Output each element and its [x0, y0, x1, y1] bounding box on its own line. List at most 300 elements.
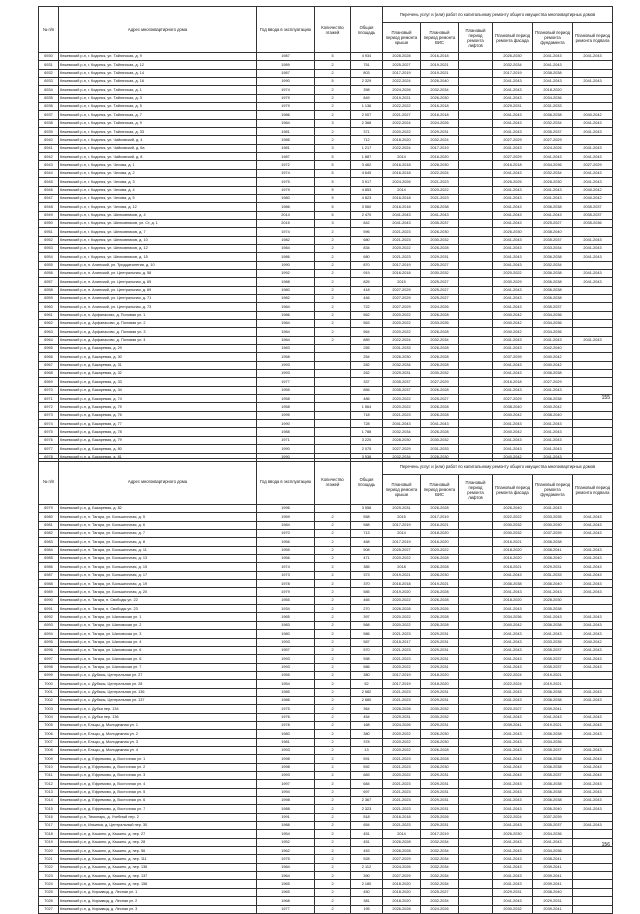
table-cell: 7009: [39, 755, 59, 763]
table-row: [39, 278, 613, 286]
table-cell: [459, 772, 493, 780]
table-cell: 2036-2038: [533, 203, 573, 211]
table-cell: 364: [351, 705, 383, 713]
table-cell: 2026-2040: [493, 505, 533, 513]
table-cell: 2036-2040: [533, 580, 573, 588]
table-cell: 2024-2026: [383, 86, 421, 94]
table-cell: 1981: [257, 144, 315, 152]
table-cell: 2041-2043: [573, 169, 613, 177]
table-cell: 2034-2036: [533, 847, 573, 855]
table-cell: 2016-2018: [493, 378, 533, 386]
table-cell: 2015-2017: [383, 638, 421, 646]
table-cell: 2035-2037: [533, 655, 573, 663]
col-header-vis: Плановый период ремонта ВИС: [421, 475, 459, 505]
table-cell: [573, 872, 613, 880]
table-cell: 2032-2034: [533, 119, 573, 127]
table-cell: 2036-2041: [533, 546, 573, 554]
table-cell: Кежемский р-н, г. Кодинск, ул. Чехова, д. 5: [59, 194, 257, 202]
table-cell: 2019-2021: [533, 671, 573, 679]
col-header-group: Перечень услуг и (или) работ по капитальному ремонту общего имущества многоквартирных домов: [383, 459, 613, 475]
table-cell: 1962: [257, 847, 315, 855]
table-cell: 2022-2024: [383, 78, 421, 86]
table-cell: 2016-2020: [421, 153, 459, 161]
table-cell: Кежемский р-н, д. Ефремово, д. Восточная ул. 4: [59, 780, 257, 788]
table-cell: 2041-2043: [573, 269, 613, 277]
table-cell: 2041-2043: [493, 286, 533, 294]
table-cell: 2041-2043: [573, 546, 613, 554]
table-cell: [459, 730, 493, 738]
table-cell: 2041-2043: [533, 713, 573, 721]
table-cell: 2036-2038: [493, 580, 533, 588]
table-cell: Кежемский р-н, г. Кодинск, ул. Тайгинская, д. 12: [59, 61, 257, 69]
table-row: [39, 186, 613, 194]
table-cell: 2041-2043: [573, 153, 613, 161]
table-row: [39, 311, 613, 319]
table-row: [39, 86, 613, 94]
table-cell: Кежемский р-н, д. Бакаревая, д. 78: [59, 428, 257, 436]
table-cell: 2041-2043: [493, 605, 533, 613]
table-cell: 1993: [257, 361, 315, 369]
table-cell: Кежемский р-н, п. Тагара, ул. Большеочная, д. 11: [59, 546, 257, 554]
table-cell: 2041-2043: [573, 53, 613, 61]
table-cell: [459, 111, 493, 119]
table-cell: 713: [351, 530, 383, 538]
table-cell: 2024-2026: [421, 905, 459, 913]
table-cell: [459, 705, 493, 713]
table-cell: 2026-2028: [421, 311, 459, 319]
table-cell: 1988: [257, 278, 315, 286]
table-cell: Кежемский р-н, с. Дубасы, Центральная ул. 27: [59, 671, 257, 679]
table-cell: 2020-2022: [383, 613, 421, 621]
table-cell: 2: [315, 797, 351, 805]
table-cell: 2041-2043: [493, 638, 533, 646]
table-row: [39, 788, 613, 796]
table-cell: 1987: [257, 153, 315, 161]
table-cell: 2041-2043: [493, 78, 533, 86]
table-cell: Кежемский р-н, Ельцы, д. Молодежная ул. 1: [59, 721, 257, 729]
table-cell: 2: [315, 788, 351, 796]
table-cell: [459, 721, 493, 729]
table-cell: [459, 605, 493, 613]
table-body: [39, 505, 613, 914]
table-cell: [459, 613, 493, 621]
table-cell: 6958: [39, 286, 59, 294]
table-cell: 834: [351, 244, 383, 252]
table-cell: 2015: [383, 513, 421, 521]
table-cell: Кежемский р-н, д. Кашино, д. Кашино, д. пер. 27: [59, 830, 257, 838]
table-cell: 2041-2043: [493, 696, 533, 704]
table-row: [39, 680, 613, 688]
table-cell: Кежемский р-н, Ельцы, д. Молодежная ул. 3: [59, 738, 257, 746]
table-cell: 1954: [257, 830, 315, 838]
table-cell: 680: [351, 253, 383, 261]
table-cell: [459, 855, 493, 863]
table-cell: [573, 905, 613, 913]
table-cell: 1955: [257, 596, 315, 604]
table-row: [39, 555, 613, 563]
table-cell: 1989: [257, 61, 315, 69]
table-cell: 1992: [257, 269, 315, 277]
table-cell: 2041-2043: [573, 128, 613, 136]
table-cell: [573, 261, 613, 269]
table-cell: 2016-2018: [493, 161, 533, 169]
table-cell: 2020-2022: [421, 546, 459, 554]
table-cell: 2041-2043: [573, 236, 613, 244]
table-cell: 3: [315, 144, 351, 152]
table-cell: [459, 303, 493, 311]
table-cell: 2040-2042: [493, 320, 533, 328]
table-cell: [459, 897, 493, 905]
table-cell: 2021-2023: [383, 228, 421, 236]
table-row: [39, 530, 613, 538]
table-cell: 270: [351, 605, 383, 613]
table-cell: Кежемский р-н, п. Тагара, ул. Большеочная, д. 19: [59, 580, 257, 588]
table-cell: [459, 805, 493, 813]
table-cell: 2026-2028: [421, 746, 459, 754]
table-cell: 381: [351, 897, 383, 905]
table-cell: [459, 345, 493, 353]
table-cell: [573, 370, 613, 378]
table-cell: 2016-2018: [421, 103, 459, 111]
table-cell: 1976: [257, 713, 315, 721]
table-cell: 1979: [257, 186, 315, 194]
table-cell: 2017-2019: [421, 830, 459, 838]
table-cell: 2036-2038: [533, 294, 573, 302]
table-row: [39, 211, 613, 219]
table-cell: 6984: [39, 546, 59, 554]
table-cell: 2029-2031: [421, 788, 459, 796]
table-cell: 2032-2034: [421, 897, 459, 905]
table-cell: 6939: [39, 128, 59, 136]
table-cell: 2041-2043: [493, 370, 533, 378]
table-cell: 2016-2018: [383, 161, 421, 169]
table-cell: 2019-2021: [421, 69, 459, 77]
table-cell: 2018-2020: [383, 880, 421, 888]
table-cell: 1980: [257, 194, 315, 202]
table-row: [39, 813, 613, 821]
table-cell: 2041-2043: [493, 855, 533, 863]
table-cell: [459, 395, 493, 403]
table-cell: 1998: [257, 797, 315, 805]
table-cell: Кежемский р-н, г. Кодинск, ул. Чехова, д. 2: [59, 169, 257, 177]
table-cell: 6943: [39, 161, 59, 169]
table-cell: Кежемский р-н, д. Бакаревая, д. 33: [59, 378, 257, 386]
table-cell: 2041-2043: [573, 780, 613, 788]
table-cell: 2: [315, 571, 351, 579]
table-cell: Кежемский р-н, д. Бакаревая, д. 76: [59, 411, 257, 419]
table-cell: 680: [351, 236, 383, 244]
table-cell: 2: [315, 613, 351, 621]
table-cell: 2014: [383, 186, 421, 194]
table-cell: 2041-2043: [493, 244, 533, 252]
table-cell: 2020-2022: [383, 328, 421, 336]
table-cell: [459, 797, 493, 805]
repair-schedule-table: [38, 6, 613, 462]
table-cell: 2036-2038: [533, 621, 573, 629]
col-header-address: Адрес многоквартирного дома: [59, 459, 257, 505]
table-cell: 2: [315, 621, 351, 629]
table-cell: 2016-2018: [383, 203, 421, 211]
table-cell: 2027-2029: [493, 153, 533, 161]
table-cell: [315, 361, 351, 369]
table-cell: [573, 863, 613, 871]
table-cell: 1955: [257, 386, 315, 394]
table-cell: 2026-2028: [421, 555, 459, 563]
table-cell: [459, 61, 493, 69]
col-header-lifts: Плановый период ремонта лифтов: [459, 23, 493, 53]
table-cell: [573, 897, 613, 905]
table-row: [39, 445, 613, 453]
table-cell: 6981: [39, 521, 59, 529]
table-cell: 2030-2032: [421, 269, 459, 277]
table-row: [39, 53, 613, 61]
table-cell: [459, 311, 493, 319]
table-cell: 728: [351, 420, 383, 428]
table-cell: 6979: [39, 505, 59, 513]
table-cell: 2: [315, 286, 351, 294]
table-cell: 2040-2042: [573, 194, 613, 202]
table-cell: 2041-2043: [493, 386, 533, 394]
table-cell: Кежемский р-н, п. Тагара, ул. Шиловская ул. 7: [59, 663, 257, 671]
table-cell: 1952: [257, 838, 315, 846]
table-cell: 2026-2028: [421, 244, 459, 252]
table-cell: Кежемский р-н, п. Тагара, ул. Большеочная, д. 20: [59, 588, 257, 596]
table-cell: [573, 103, 613, 111]
table-cell: 2: [315, 646, 351, 654]
table-cell: 2041-2043: [493, 755, 533, 763]
table-cell: 2041-2043: [493, 822, 533, 830]
table-cell: 2041-2043: [493, 361, 533, 369]
table-cell: 2014: [383, 830, 421, 838]
table-cell: 2032-2034: [421, 847, 459, 855]
table-cell: 2041-2043: [573, 772, 613, 780]
table-cell: 7002: [39, 696, 59, 704]
table-cell: [459, 336, 493, 344]
table-cell: 2 329: [351, 78, 383, 86]
table-cell: [573, 888, 613, 896]
col-header-foundation: Плановый период ремонта фундамента: [533, 475, 573, 505]
table-cell: 2041-2043: [573, 513, 613, 521]
table-cell: 2038-2040: [533, 411, 573, 419]
table-cell: 2: [315, 847, 351, 855]
table-cell: Кежемский р-н, п. Тагара, п. Свободы ул. 22: [59, 596, 257, 604]
table-cell: Кежемский р-н, с. Дубасы, Центральная ул. 137: [59, 696, 257, 704]
table-cell: 2035-2037: [383, 386, 421, 394]
table-cell: 6964: [39, 336, 59, 344]
table-cell: 2: [315, 680, 351, 688]
table-cell: 6944: [39, 169, 59, 177]
table-cell: Кежемский р-н, п. Алинский, ул. Тридцатилетия, д. 10: [59, 261, 257, 269]
table-cell: 2021-2023: [383, 763, 421, 771]
table-cell: 1993: [257, 663, 315, 671]
table-cell: 856: [351, 386, 383, 394]
table-cell: 168: [351, 721, 383, 729]
table-cell: 2036-2040: [533, 805, 573, 813]
table-cell: 2020-2022: [493, 269, 533, 277]
table-row: [39, 580, 613, 588]
table-cell: Кежемский р-н, г. Кодинск, ул. Тайгинская, д. 5: [59, 103, 257, 111]
table-cell: 2016-2020: [421, 538, 459, 546]
table-cell: Кежемский р-н, д. Бакаревая, д. 34: [59, 386, 257, 394]
table-cell: 2027-2029: [421, 378, 459, 386]
table-cell: 6937: [39, 111, 59, 119]
table-cell: 803: [351, 69, 383, 77]
table-cell: 2026-2028: [421, 403, 459, 411]
table-cell: Кежемский р-н, д. Кашино, д. Кашино, д. пер. 137: [59, 872, 257, 880]
table-cell: 1998: [257, 763, 315, 771]
table-cell: 2: [315, 278, 351, 286]
table-cell: 7014: [39, 797, 59, 805]
table-cell: 7025: [39, 888, 59, 896]
table-cell: 6990: [39, 596, 59, 604]
table-cell: 7026: [39, 897, 59, 905]
table-cell: 2020-2022: [421, 186, 459, 194]
table-cell: 465: [351, 596, 383, 604]
table-cell: [459, 880, 493, 888]
table-cell: 2029-2031: [421, 128, 459, 136]
table-cell: Кежемский р-н, г. Кодинск, ул. Тайгинская, д. 9: [59, 53, 257, 61]
table-cell: [459, 696, 493, 704]
table-cell: 1984: [257, 336, 315, 344]
table-cell: [459, 128, 493, 136]
table-cell: 2026-2028: [421, 428, 459, 436]
table-cell: 2041-2043: [533, 211, 573, 219]
table-cell: 2041-2043: [573, 253, 613, 261]
table-row: [39, 411, 613, 419]
table-cell: [459, 688, 493, 696]
table-cell: 2029-2031: [421, 663, 459, 671]
table-cell: 2039-2041: [533, 705, 573, 713]
table-cell: 2017-2019: [383, 671, 421, 679]
table-cell: 1981: [257, 128, 315, 136]
table-cell: 1990: [257, 78, 315, 86]
table-cell: 718: [351, 411, 383, 419]
table-cell: 1974: [257, 86, 315, 94]
table-cell: 684: [351, 780, 383, 788]
table-cell: 2020-2022: [383, 244, 421, 252]
table-cell: 1993: [257, 370, 315, 378]
table-cell: 2: [315, 596, 351, 604]
table-cell: 2041-2043: [493, 445, 533, 453]
table-cell: 2036-2038: [533, 269, 573, 277]
table-cell: [315, 445, 351, 453]
table-cell: 1984: [257, 244, 315, 252]
table-cell: 385: [351, 563, 383, 571]
table-cell: 2026-2028: [421, 411, 459, 419]
table-cell: [459, 713, 493, 721]
table-cell: 2034-2036: [533, 328, 573, 336]
table-cell: 2041-2043: [493, 211, 533, 219]
table-cell: Кежемский р-н, п. Тагара, ул. Шиловская ул. 6: [59, 655, 257, 663]
table-cell: 2018-2020: [421, 671, 459, 679]
table-cell: 2041-2043: [493, 797, 533, 805]
table-cell: 2019-2021: [533, 680, 573, 688]
table-cell: [459, 538, 493, 546]
table-cell: 2024-2026: [383, 178, 421, 186]
table-cell: 6945: [39, 178, 59, 186]
table-cell: 2041-2043: [533, 336, 573, 344]
table-cell: 2041-2043: [493, 119, 533, 127]
table-cell: 2041-2043: [573, 555, 613, 563]
table-cell: 2041-2043: [573, 178, 613, 186]
table-cell: 2022-2024: [383, 119, 421, 127]
table-cell: 7000: [39, 680, 59, 688]
table-cell: Кежемский р-н, п. Тагара, ул. Большеочная, д. 6: [59, 521, 257, 529]
table-cell: 2031-2033: [533, 571, 573, 579]
table-cell: 4 823: [351, 194, 383, 202]
table-cell: Кежемский р-н, д. Бакаревая, д. 29: [59, 345, 257, 353]
table-cell: 2041-2043: [573, 755, 613, 763]
table-cell: 1955: [257, 546, 315, 554]
table-row: [39, 61, 613, 69]
table-cell: 254: [351, 353, 383, 361]
table-cell: 2027-2029: [493, 136, 533, 144]
table-cell: 1958: [257, 395, 315, 403]
table-cell: [459, 320, 493, 328]
table-cell: 2024-2026: [383, 721, 421, 729]
table-cell: 6956: [39, 269, 59, 277]
table-cell: 2: [315, 863, 351, 871]
table-cell: [573, 228, 613, 236]
table-row: [39, 253, 613, 261]
table-cell: 591: [351, 755, 383, 763]
table-cell: 2041-2043: [493, 630, 533, 638]
table-cell: 587: [351, 638, 383, 646]
table-cell: 2041-2043: [573, 721, 613, 729]
table-row: [39, 521, 613, 529]
table-cell: 2041-2043: [493, 261, 533, 269]
table-cell: 2019-2020: [383, 588, 421, 596]
table-cell: 1980: [257, 286, 315, 294]
table-cell: 2039-2041: [533, 905, 573, 913]
table-cell: 2018-2020: [421, 530, 459, 538]
table-cell: 2028-2030: [421, 571, 459, 579]
table-cell: 2021-2023: [383, 797, 421, 805]
table-cell: 6950: [39, 219, 59, 227]
table-cell: 2020-2022: [383, 738, 421, 746]
table-cell: 2: [315, 897, 351, 905]
table-cell: 2026-2030: [383, 353, 421, 361]
table-row: [39, 144, 613, 152]
table-cell: [315, 411, 351, 419]
table-cell: 2040-2042: [533, 353, 573, 361]
table-cell: 2025-2027: [421, 261, 459, 269]
table-cell: [315, 395, 351, 403]
table-cell: 486: [351, 395, 383, 403]
table-cell: Кежемский р-н, д. Кашино, д. Кашино, д. пер. 28: [59, 838, 257, 846]
table-cell: 2024-2026: [421, 303, 459, 311]
table-cell: [459, 161, 493, 169]
table-row: [39, 855, 613, 863]
table-cell: [459, 571, 493, 579]
table-cell: Кежемский р-н, г. Кодинск, ул. Тайгинская, д. 7: [59, 111, 257, 119]
table-cell: 2: [315, 721, 351, 729]
table-cell: 2020-2027: [493, 705, 533, 713]
table-cell: 1987: [257, 53, 315, 61]
table-row: [39, 563, 613, 571]
table-cell: 2018-2020: [493, 596, 533, 604]
table-cell: 2041-2043: [573, 788, 613, 796]
table-cell: 1 564: [351, 403, 383, 411]
table-cell: 6967: [39, 361, 59, 369]
table-cell: 6947: [39, 194, 59, 202]
table-cell: 5: [315, 78, 351, 86]
table-cell: Кежемский р-н, д. Бакаревая, д. 79: [59, 436, 257, 444]
table-cell: 6991: [39, 605, 59, 613]
table-cell: 2016-2021: [493, 538, 533, 546]
table-cell: 2041-2043: [573, 646, 613, 654]
table-cell: 4 934: [351, 53, 383, 61]
